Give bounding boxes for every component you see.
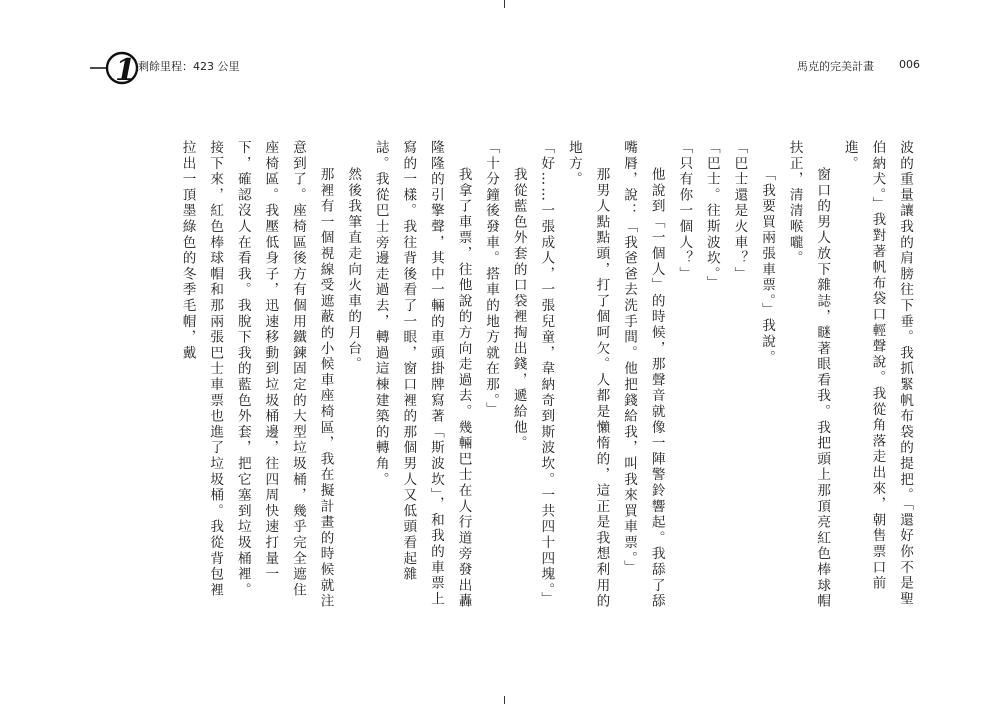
paragraph: 我拿了車票，往他說的方向走過去。幾輛巴士在人行道旁發出轟隆隆的引擎聲，其中一輛的車頭掛牌寫著「斯波坎」，和我的車票上寫的一樣。我往背後看了一眼，窗口裡的那個男人又低頭看起雜誌。我從巴士旁邊走過去，轉過這棟建築的轉角。 [372,140,472,610]
paragraph: 「巴士。往斯波坎。」 [703,140,720,292]
paragraph: 然後我筆直走向火車的月台。 [345,167,362,373]
paragraph: 「十分鐘後發車。搭車的地方就在那。」 [483,140,500,418]
paragraph: 他說到「一個人」的時候，那聲音就像一陣警鈴響起。我舔了舔嘴脣，說：「我爸爸去洗手間。他把錢給我，叫我來買車票。」 [621,140,665,610]
paragraph: 波的重量讓我的肩膀往下垂。我抓緊帆布袋的提把。「還好你不是聖伯納犬。」我對著帆布袋口輕聲說。我從角落走出來，朝售票口前進。 [841,140,913,608]
paragraph: 「巴士還是火車？」 [731,140,748,283]
paragraph: 窗口的男人放下雜誌，瞇著眼看我。我把頭上那頂亮紅色棒球帽扶正，清清喉嚨。 [786,140,831,610]
crop-mark-top [504,0,505,8]
page-header [90,44,920,94]
crop-mark-bottom [504,696,505,704]
paragraph: 「好……一張成人，一張兒童，韋納奇到斯波坎。一共四十四塊。」 [538,140,555,608]
paragraph: 那裡有一個視線受遮蔽的小候車座椅區，我在擬計畫的時候就注意到了。座椅區後方有個用鐵鍊固定的大型垃圾桶，幾乎完全遮住座椅區。我壓低身子，迅速移動到垃圾桶邊，往四周快速打量一下，確認沒人在看我。我脫下我的藍色外套，把它塞到垃圾桶裡。接下來，紅色棒球帽和那兩張巴士車票也進了垃圾桶。我從背包裡拉出一頂墨綠色的冬季毛帽，戴 [179,140,334,610]
paragraph: 「只有你一個人？」 [676,140,693,283]
book-title: 馬克的完美計畫 [797,60,874,73]
body-text [92,140,918,610]
paragraph: 我從藍色外套的口袋裡掏出錢，遞給他。 [510,167,527,452]
paragraph: 「我要買兩張車票。」我說。 [759,167,776,366]
chapter-number: 1 [115,53,136,88]
remaining-distance: 剩餘里程：423 公里 [138,60,240,73]
page-number: 006 [899,58,920,71]
paragraph: 那男人點點頭，打了個呵欠。人都是懶惰的，這正是我想利用的地方。 [565,140,610,610]
